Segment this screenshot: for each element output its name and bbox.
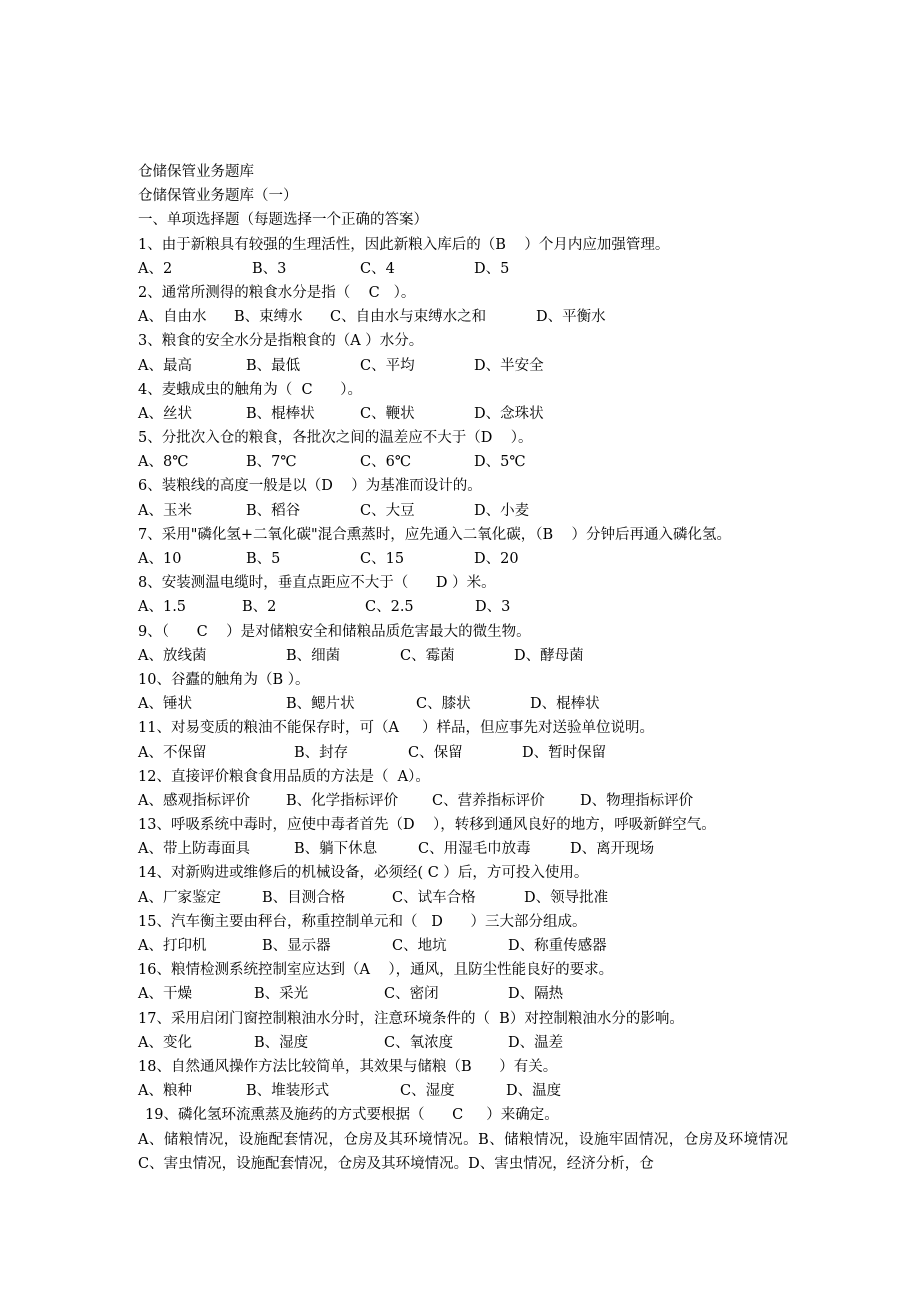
question-text: 9、（ C ）是对储粮安全和储粮品质危害最大的微生物。 (138, 623, 531, 640)
question-text: 10、谷蠹的触角为（B ）。 (138, 671, 310, 688)
answer-options (138, 354, 788, 378)
option-c: C、氧浓度 (384, 1034, 454, 1051)
option-d: D、酵母菌 (514, 647, 584, 664)
option-c: C、地坑 (392, 938, 447, 954)
option-b: B、湿度 (254, 1034, 309, 1051)
option-b: B、目测合格 (262, 889, 346, 906)
option-a: A、锤状 (138, 696, 192, 713)
option-a: A、厂家鉴定 (138, 889, 221, 906)
option-c: C、大豆 (360, 502, 415, 519)
option-d: D、念珠状 (474, 405, 544, 422)
option-c: C、2.5 (365, 599, 414, 616)
option-b: B、显示器 (262, 938, 331, 954)
question-text: 3、粮食的安全水分是指粮食的（A ）水分。 (138, 333, 424, 350)
option-a: A、8℃ (138, 454, 189, 471)
option-b: B、采光 (254, 986, 309, 1003)
option-c: C、湿度 (400, 1083, 455, 1100)
option-b: B、棍棒状 (246, 405, 315, 422)
question-text: 2、通常所测得的粮食水分是指（ C ）。 (138, 284, 416, 301)
answer-options (138, 934, 788, 958)
option-d: D、20 (474, 551, 519, 567)
option-d: D、3 (475, 599, 511, 616)
option-a: A、不保留 (138, 744, 207, 761)
option-c: C、4 (360, 260, 395, 277)
question-text: 12、直接评价粮食食用品质的方法是（ A）。 (138, 768, 430, 785)
option-a: A、感观指标评价 (138, 792, 250, 809)
answer-options (138, 789, 788, 813)
option-d: D、暂时保留 (522, 744, 607, 761)
option-b: B、5 (246, 551, 281, 567)
option-d: D、平衡水 (536, 309, 606, 326)
option-a: A、丝状 (138, 405, 192, 422)
question-text: 17、采用启闭门窗控制粮油水分时，注意环境条件的（ B）对控制粮油水分的影响。 (138, 1010, 684, 1027)
option-a: A、带上防毒面具 (138, 841, 250, 858)
option-c: C、保留 (408, 744, 463, 761)
option-d: D、小麦 (474, 502, 530, 519)
option-c: C、膝状 (416, 696, 471, 713)
answer-options (138, 741, 788, 765)
answer-options (138, 450, 788, 474)
question-text: 19、磷化氢环流熏蒸及施药的方式要根据（ C ）来确定。 (145, 1107, 559, 1124)
question-text: 13、呼吸系统中毒时，应使中毒者首先（D ），转移到通风良好的地方，呼吸新鲜空气。 (138, 817, 716, 834)
question-text: 7、采用"磷化氢+二氧化碳"混合熏蒸时，应先通入二氧化碳，（B ）分钟后再通入磷化氢。 (138, 526, 732, 543)
question-text: 16、粮情检测系统控制室应达到（A ），通风，且防尘性能良好的要求。 (138, 962, 614, 979)
question-text: 4、麦蛾成虫的触角为（ C ）。 (138, 381, 362, 398)
question-text: 1、由于新粮具有较强的生理活性，因此新粮入库后的（B ）个月内应加强管理。 (138, 236, 670, 253)
option-d: D、半安全 (474, 357, 544, 374)
option-c: C、霉菌 (400, 647, 455, 664)
option-b: B、稻谷 (246, 502, 301, 519)
question-options-paragraph: A、储粮情况，设施配套情况，仓房及其环境情况。B、储粮情况，设施牢固情况，仓房及环境情况 C、害虫情况，设施配套情况，仓房及其环境情况。D、害虫情况，经济分析，仓 (138, 1131, 788, 1172)
answer-options (138, 257, 788, 281)
option-c: C、自由水与束缚水之和 (330, 309, 487, 326)
answer-options (138, 595, 788, 619)
answer-options (138, 982, 788, 1006)
option-d: D、温度 (506, 1083, 562, 1100)
option-d: D、棍棒状 (530, 696, 600, 713)
question-text: 14、对新购进或维修后的机械设备，必须经( C ）后，方可投入使用。 (138, 865, 589, 882)
option-d: D、离开现场 (570, 841, 655, 858)
option-b: B、化学指标评价 (286, 792, 399, 809)
option-b: B、躺下休息 (294, 841, 378, 858)
document-subtitle: 仓储保管业务题库（一） (138, 188, 298, 205)
option-a: A、放线菌 (138, 647, 207, 664)
option-b: B、束缚水 (234, 309, 303, 326)
option-d: D、温差 (508, 1034, 564, 1051)
option-a: A、2 (138, 260, 173, 277)
option-c: C、6℃ (360, 454, 412, 471)
answer-options (138, 1031, 788, 1055)
option-b: B、鳃片状 (286, 696, 355, 713)
question-text: 5、分批次入仓的粮食，各批次之间的温差应不大于（D ）。 (138, 430, 533, 447)
option-c: C、15 (360, 551, 405, 567)
option-a: A、变化 (138, 1034, 192, 1051)
question-text: 15、汽车衡主要由秤台，称重控制单元和（ D ）三大部分组成。 (138, 913, 587, 930)
option-a: A、1.5 (138, 599, 187, 616)
answer-options (138, 692, 788, 716)
option-d: D、称重传感器 (508, 938, 607, 954)
option-d: D、物理指标评价 (580, 792, 694, 809)
option-d: D、5 (474, 260, 510, 277)
option-a: A、10 (138, 551, 182, 567)
answer-options (138, 499, 788, 523)
option-d: D、领导批准 (524, 889, 609, 906)
answer-options (138, 644, 788, 668)
option-a: A、干燥 (138, 986, 192, 1003)
option-c: C、密闭 (384, 986, 439, 1003)
option-a: A、打印机 (138, 938, 207, 954)
option-b: B、7℃ (246, 454, 297, 471)
option-c: C、鞭状 (360, 405, 415, 422)
option-c: C、试车合格 (392, 889, 476, 906)
section-heading: 一、单项选择题（每题选择一个正确的答案） (138, 212, 428, 229)
answer-options (138, 886, 788, 910)
document-page (138, 160, 788, 1176)
answer-options (138, 1079, 788, 1103)
answer-options (138, 547, 788, 571)
option-c: C、平均 (360, 357, 415, 374)
option-b: B、封存 (294, 744, 349, 761)
option-b: B、2 (242, 599, 277, 616)
answer-options (138, 305, 788, 329)
option-d: D、隔热 (508, 986, 564, 1003)
option-c: C、营养指标评价 (432, 792, 545, 809)
option-c: C、用湿毛巾放毒 (418, 841, 531, 858)
question-text: 6、装粮线的高度一般是以（D ）为基准而设计的。 (138, 478, 482, 495)
option-b: B、3 (252, 260, 287, 277)
answer-options (138, 402, 788, 426)
option-b: B、最低 (246, 357, 301, 374)
option-a: A、自由水 (138, 309, 207, 326)
question-text: 11、对易变质的粮油不能保存时，可（A ）样品，但应事先对送验单位说明。 (138, 720, 654, 737)
option-b: B、堆装形式 (246, 1083, 330, 1100)
option-d: D、5℃ (474, 454, 526, 471)
question-text: 18、自然通风操作方法比较简单，其效果与储粮（B ）有关。 (138, 1058, 558, 1075)
question-text: 8、安装测温电缆时，垂直点距应不大于（ D ）米。 (138, 575, 496, 592)
option-a: A、玉米 (138, 502, 192, 519)
document-title: 仓储保管业务题库 (138, 164, 254, 180)
option-b: B、细菌 (286, 647, 341, 664)
option-a: A、最高 (138, 357, 192, 374)
answer-options (138, 837, 788, 861)
option-a: A、粮种 (138, 1083, 192, 1100)
